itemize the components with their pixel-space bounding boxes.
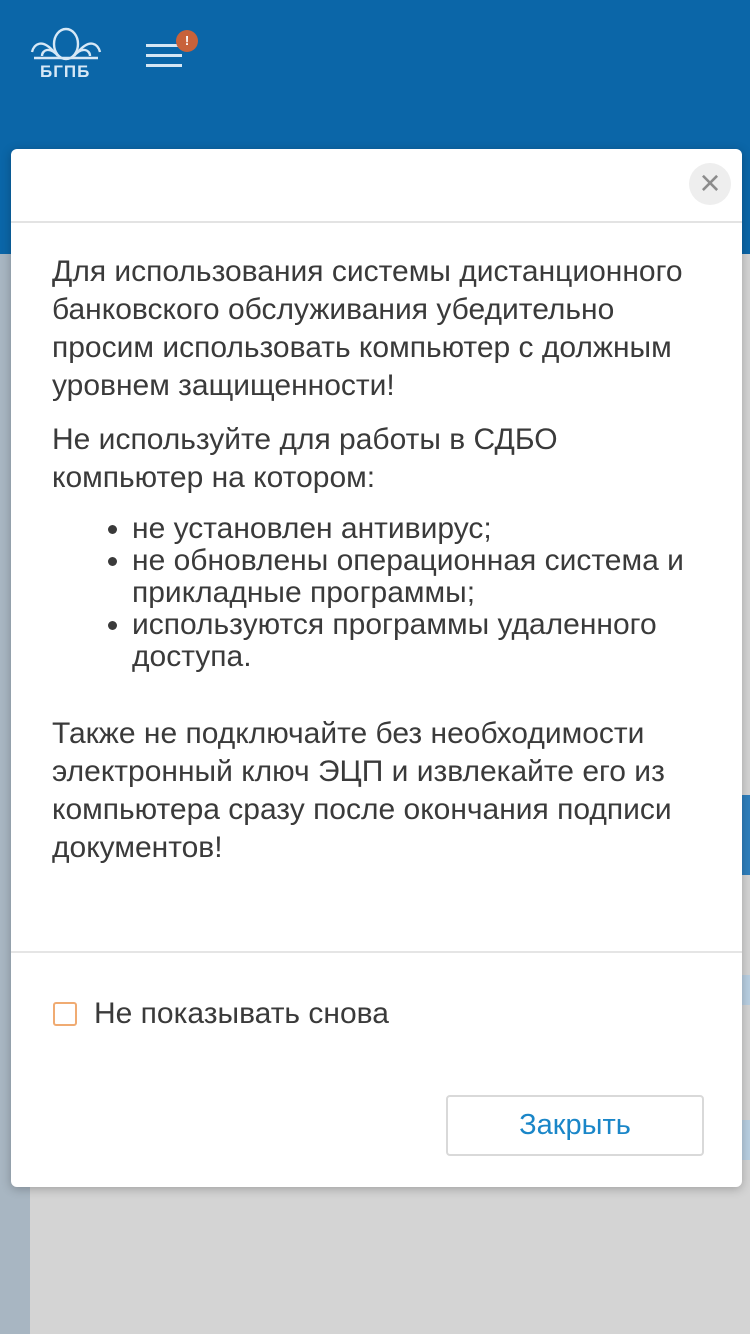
list-item: • не обновлены операционная система и прикладные программы; xyxy=(132,545,702,609)
warning-paragraph: Не используйте для работы в СДБО компьютер на котором: xyxy=(52,423,558,494)
menu-bar-icon xyxy=(146,64,182,67)
list-item: • не установлен антивирус; xyxy=(132,513,702,545)
notification-badge: ! xyxy=(176,30,198,52)
close-button[interactable]: Закрыть xyxy=(446,1095,704,1156)
warning-paragraph: Для использования системы дистанционного банковского обслуживания убедительно просим использовать компьютер с должным уровнем защищенности! xyxy=(52,255,683,402)
dont-show-again-checkbox-row[interactable] xyxy=(53,994,389,1034)
close-icon[interactable]: × xyxy=(689,163,731,205)
dont-show-again-checkbox[interactable] xyxy=(53,1002,77,1026)
logo-text: БГПБ xyxy=(40,62,91,81)
checkbox-label: Не показывать снова xyxy=(94,997,389,1030)
modal-body xyxy=(11,223,742,867)
divider xyxy=(11,951,742,953)
list-item: • используются программы удаленного доступа. xyxy=(132,609,702,673)
warning-paragraph: Также не подключайте без необходимости электронный ключ ЭЦП и извлекайте его из компьютера сразу после окончания подписи документов! xyxy=(52,717,672,864)
modal-header xyxy=(11,149,742,223)
warning-list xyxy=(52,513,702,673)
security-warning-modal xyxy=(11,149,742,1187)
menu-bar-icon xyxy=(146,54,182,57)
